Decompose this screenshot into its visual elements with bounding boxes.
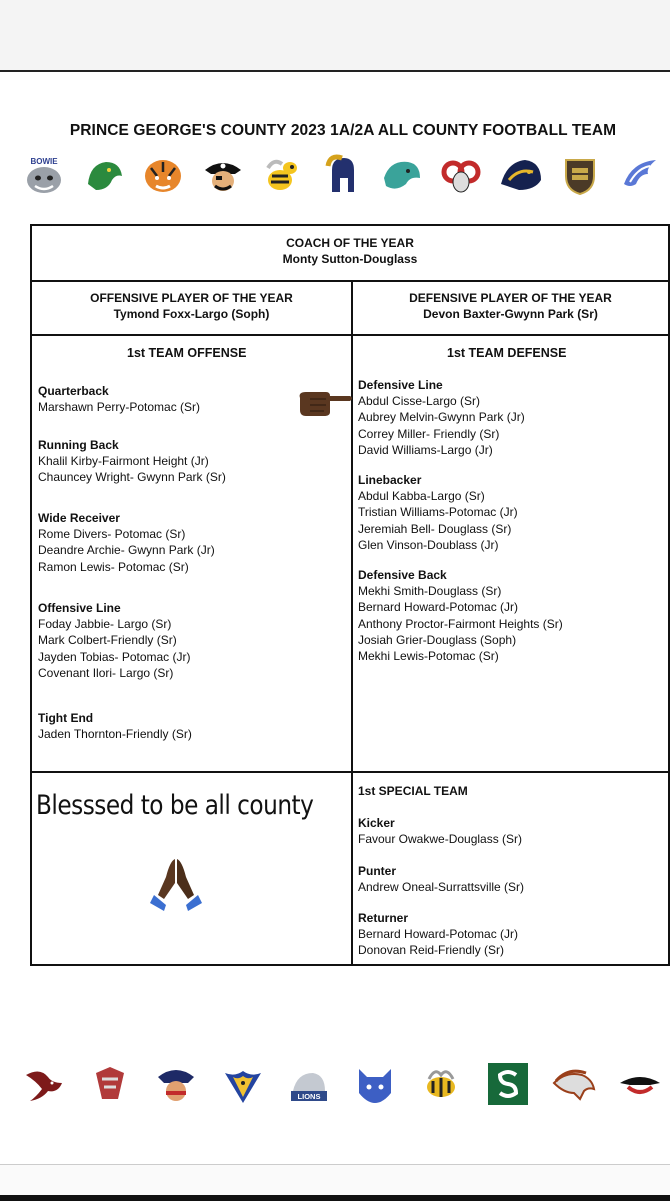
player-line: Glen Vinson-Doublass (Jr) (358, 537, 499, 552)
player-line: Mekhi Lewis-Potomac (Sr) (358, 649, 499, 664)
lions-logo-icon (287, 1063, 331, 1105)
tiger-logo-icon (141, 154, 185, 196)
zorro-logo-icon (618, 1063, 662, 1105)
special-team-heading: 1st SPECIAL TEAM (358, 784, 468, 798)
player-line: Mark Colbert-Friendly (Sr) (38, 633, 177, 648)
row-divider (32, 771, 668, 773)
group-title: Offensive Line (38, 601, 121, 615)
player-line: Bernard Howard-Potomac (Jr) (358, 927, 519, 942)
player-line: Bernard Howard-Potomac (Jr) (358, 600, 519, 615)
defense-heading: 1st TEAM DEFENSE (447, 346, 567, 360)
column-divider (351, 280, 353, 966)
player-line: Tristian Williams-Potomac (Jr) (358, 505, 518, 520)
patriot-logo-icon (154, 1063, 198, 1105)
player-line: Aubrey Melvin-Gwynn Park (Jr) (358, 410, 525, 425)
group-tight-end (38, 710, 192, 742)
group-title: Returner (358, 911, 409, 925)
bowie-logo-text: BOWIE (30, 157, 58, 166)
coach-of-year-cell (32, 235, 668, 267)
player-line: Covenant Ilori- Largo (Sr) (38, 665, 174, 680)
player-line: Donovan Reid-Friendly (Sr) (358, 943, 505, 958)
ram-logo-icon (439, 154, 483, 196)
group-defensive-line (358, 377, 525, 458)
bulldog-logo-icon (22, 154, 66, 196)
player-line: Ramon Lewis- Potomac (Sr) (38, 559, 189, 574)
eagle-gold-logo-icon (221, 1063, 265, 1105)
story-bottom-edge (0, 1195, 670, 1201)
bottom-logo-row (22, 1058, 662, 1110)
group-punter (358, 863, 524, 895)
bee-logo-icon (419, 1063, 463, 1105)
player-line: Khalil Kirby-Fairmont Height (Jr) (38, 454, 209, 469)
coach-name: Monty Sutton-Douglass (282, 252, 418, 266)
offensive-poy-name: Tymond Foxx-Largo (Soph) (113, 307, 270, 321)
player-line: Andrew Oneal-Surrattsville (Sr) (358, 880, 525, 895)
row-divider (32, 280, 668, 282)
offensive-poy-cell (32, 290, 351, 322)
story-caption: Blesssed to be all county (36, 790, 314, 821)
s-shield-logo-icon (486, 1063, 530, 1105)
player-line: Rome Divers- Potomac (Sr) (38, 527, 186, 542)
wildcat-logo-icon (353, 1063, 397, 1105)
bronco-logo-icon (552, 1063, 596, 1105)
player-line: Jeremiah Bell- Douglass (Sr) (358, 521, 512, 536)
document-title: PRINCE GEORGE'S COUNTY 2023 1A/2A ALL COUNTY FOOTBALL TEAM (69, 122, 617, 139)
lions-logo-text: LIONS (297, 1092, 321, 1101)
group-title: Defensive Back (358, 568, 447, 582)
jaguar-logo-icon (499, 154, 543, 196)
group-defensive-back (358, 567, 563, 664)
group-running-back (38, 437, 226, 486)
player-line: Anthony Proctor-Fairmont Heights (Sr) (358, 616, 563, 631)
panther-green-logo-icon (82, 154, 126, 196)
row-divider (32, 334, 668, 336)
eagle-blue-logo-icon (618, 154, 662, 196)
defensive-poy-cell (353, 290, 668, 322)
group-title: Quarterback (38, 384, 109, 398)
group-title: Wide Receiver (38, 511, 120, 525)
group-title: Running Back (38, 438, 119, 452)
defensive-poy-label: DEFENSIVE PLAYER OF THE YEAR (409, 291, 612, 305)
player-line: David Williams-Largo (Jr) (358, 442, 493, 457)
group-title: Defensive Line (358, 378, 443, 392)
player-line: Jayden Tobias- Potomac (Jr) (38, 649, 191, 664)
player-line: Marshawn Perry-Potomac (Sr) (38, 400, 201, 415)
group-title: Tight End (38, 711, 94, 725)
group-title: Linebacker (358, 473, 422, 487)
group-returner (358, 910, 518, 959)
defensive-poy-name: Devon Baxter-Gwynn Park (Sr) (423, 307, 598, 321)
player-line: Deandre Archie- Gwynn Park (Jr) (38, 543, 215, 558)
eagle-red-logo-icon (22, 1063, 66, 1105)
spartan-helmet-logo-icon (320, 154, 364, 196)
player-line: Correy Miller- Friendly (Sr) (358, 426, 500, 441)
coach-label: COACH OF THE YEAR (286, 236, 414, 250)
top-logo-row (22, 150, 662, 200)
all-county-table (30, 224, 670, 966)
shield-crest-logo-icon (558, 154, 602, 196)
player-line: Mekhi Smith-Douglass (Sr) (358, 584, 502, 599)
offensive-poy-label: OFFENSIVE PLAYER OF THE YEAR (90, 291, 293, 305)
player-line: Abdul Kabba-Largo (Sr) (358, 489, 485, 504)
knight-logo-icon (88, 1063, 132, 1105)
player-line: Jaden Thornton-Friendly (Sr) (38, 727, 192, 742)
folded-hands-icon (150, 855, 202, 918)
offense-heading: 1st TEAM OFFENSE (127, 346, 247, 360)
story-top-bar (0, 0, 670, 72)
group-title: Punter (358, 864, 397, 878)
pirate-logo-icon (201, 154, 245, 196)
player-line: Abdul Cisse-Largo (Sr) (358, 394, 481, 409)
group-quarterback (38, 383, 200, 415)
group-wide-receiver (38, 510, 215, 575)
group-kicker (358, 815, 522, 847)
group-offensive-line (38, 600, 191, 681)
group-title: Kicker (358, 816, 395, 830)
story-bottom-bar (0, 1164, 670, 1201)
hornet-logo-icon (260, 154, 304, 196)
player-line: Josiah Grier-Douglass (Soph) (358, 632, 517, 647)
player-line: Favour Owakwe-Douglass (Sr) (358, 832, 523, 847)
pointing-hand-icon (296, 388, 354, 423)
player-line: Chauncey Wright- Gwynn Park (Sr) (38, 470, 226, 485)
group-linebacker (358, 472, 518, 553)
player-line: Foday Jabbie- Largo (Sr) (38, 617, 172, 632)
panther-teal-logo-icon (380, 154, 424, 196)
